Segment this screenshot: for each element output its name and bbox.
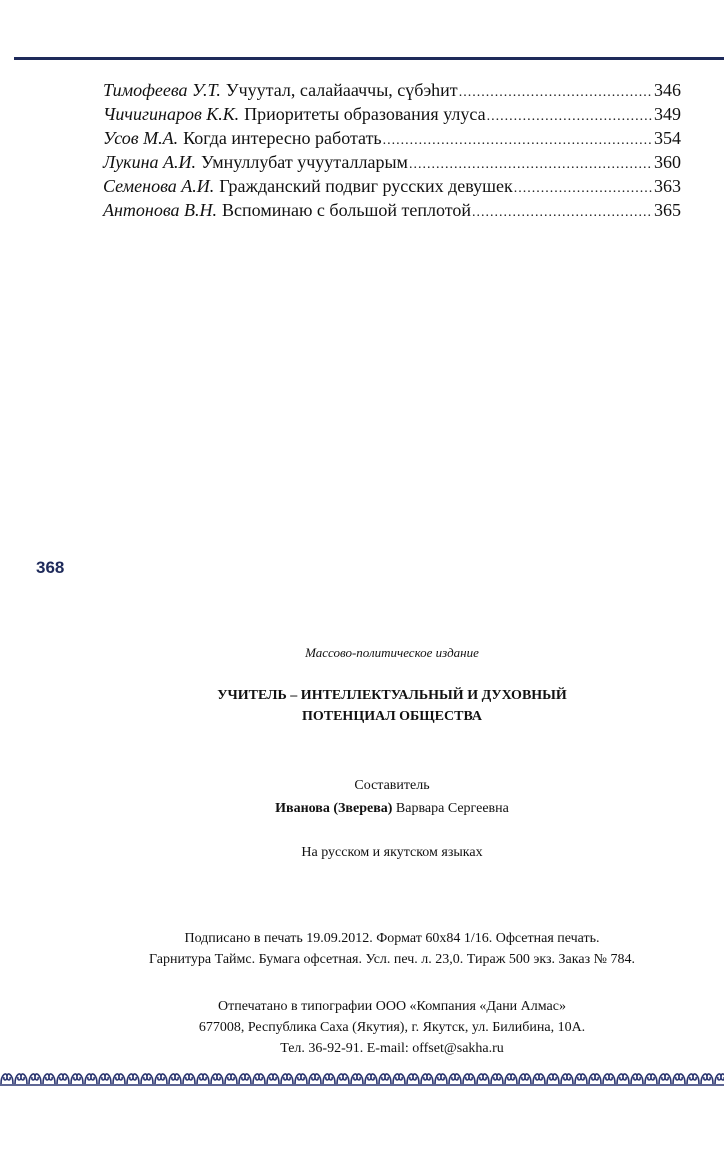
toc-entry (103, 150, 681, 174)
toc-leader-dots (459, 78, 653, 105)
toc-page-number: 365 (654, 200, 681, 220)
toc-page-number: 363 (654, 176, 681, 196)
toc-title: Гражданский подвиг русских девушек (219, 176, 513, 196)
toc-title: Умнуллубат учууталларым (201, 152, 408, 172)
toc-author: Чичигинаров К.К. (103, 104, 240, 124)
book-title-line: ПОТЕНЦИАЛ ОБЩЕСТВА (301, 709, 483, 724)
publication-genre: Массово-политическое издание (305, 645, 479, 660)
printer-details-line: 677008, Республика Саха (Якутия), г. Якутск, ул. Билибина, 10А. (198, 1020, 586, 1035)
toc-leader-dots (409, 150, 653, 177)
toc-title: Учуутал, салайааччы, сүбэһит (225, 80, 458, 100)
page-number: 368 (36, 558, 65, 577)
toc-author: Тимофеева У.Т. (103, 80, 221, 100)
print-details-line: Подписано в печать 19.09.2012. Формат 60х84 1/16. Офсетная печать. (184, 931, 600, 946)
toc-entry (103, 198, 681, 222)
toc-author: Лукина А.И. (103, 152, 197, 172)
toc-entry (103, 102, 681, 126)
toc-leader-dots (472, 198, 653, 225)
toc-entry (103, 126, 681, 150)
toc-page-number: 349 (654, 104, 681, 124)
toc-title: Когда интересно работать (183, 128, 382, 148)
print-details-line: Гарнитура Таймс. Бумага офсетная. Усл. печ. л. 23,0. Тираж 500 экз. Заказ № 784. (149, 952, 635, 967)
toc-leader-dots (514, 174, 653, 201)
toc-entry (103, 174, 681, 198)
toc-page-number: 354 (654, 128, 681, 148)
toc-author: Усов М.А. (103, 128, 179, 148)
header-rule (14, 57, 724, 60)
printer-details-line: Отпечатано в типографии ООО «Компания «Дани Алмас» (218, 999, 566, 1014)
printer-details-line: Тел. 36-92-91. E-mail: offset@sakha.ru (280, 1041, 504, 1056)
toc-entry (103, 78, 681, 102)
compiler-surname: Иванова (Зверева) (275, 801, 393, 816)
toc-page-number: 360 (654, 152, 681, 172)
toc-title: Приоритеты образования улуса (244, 104, 486, 124)
print-details (0, 928, 724, 970)
toc-author: Антонова В.Н. (103, 200, 218, 220)
printer-details (0, 996, 724, 1059)
compiler-name (0, 798, 724, 819)
book-title-line: УЧИТЕЛЬ – ИНТЕЛЛЕКТУАЛЬНЫЙ И ДУХОВНЫЙ (217, 688, 567, 703)
book-title (0, 685, 724, 727)
table-of-contents (103, 78, 681, 222)
toc-page-number: 346 (654, 80, 681, 100)
toc-leader-dots (383, 126, 653, 153)
toc-author: Семенова А.И. (103, 176, 215, 196)
ornament-pattern-icon (0, 1068, 724, 1088)
toc-leader-dots (487, 102, 653, 129)
compiler-given-name: Варвара Сергеевна (395, 801, 509, 816)
compiler-label: Составитель (354, 778, 430, 793)
language-note: На русском и якутском языках (301, 845, 483, 860)
toc-title: Вспоминаю с большой теплотой (222, 200, 472, 220)
decorative-ornament-border (0, 1068, 724, 1088)
